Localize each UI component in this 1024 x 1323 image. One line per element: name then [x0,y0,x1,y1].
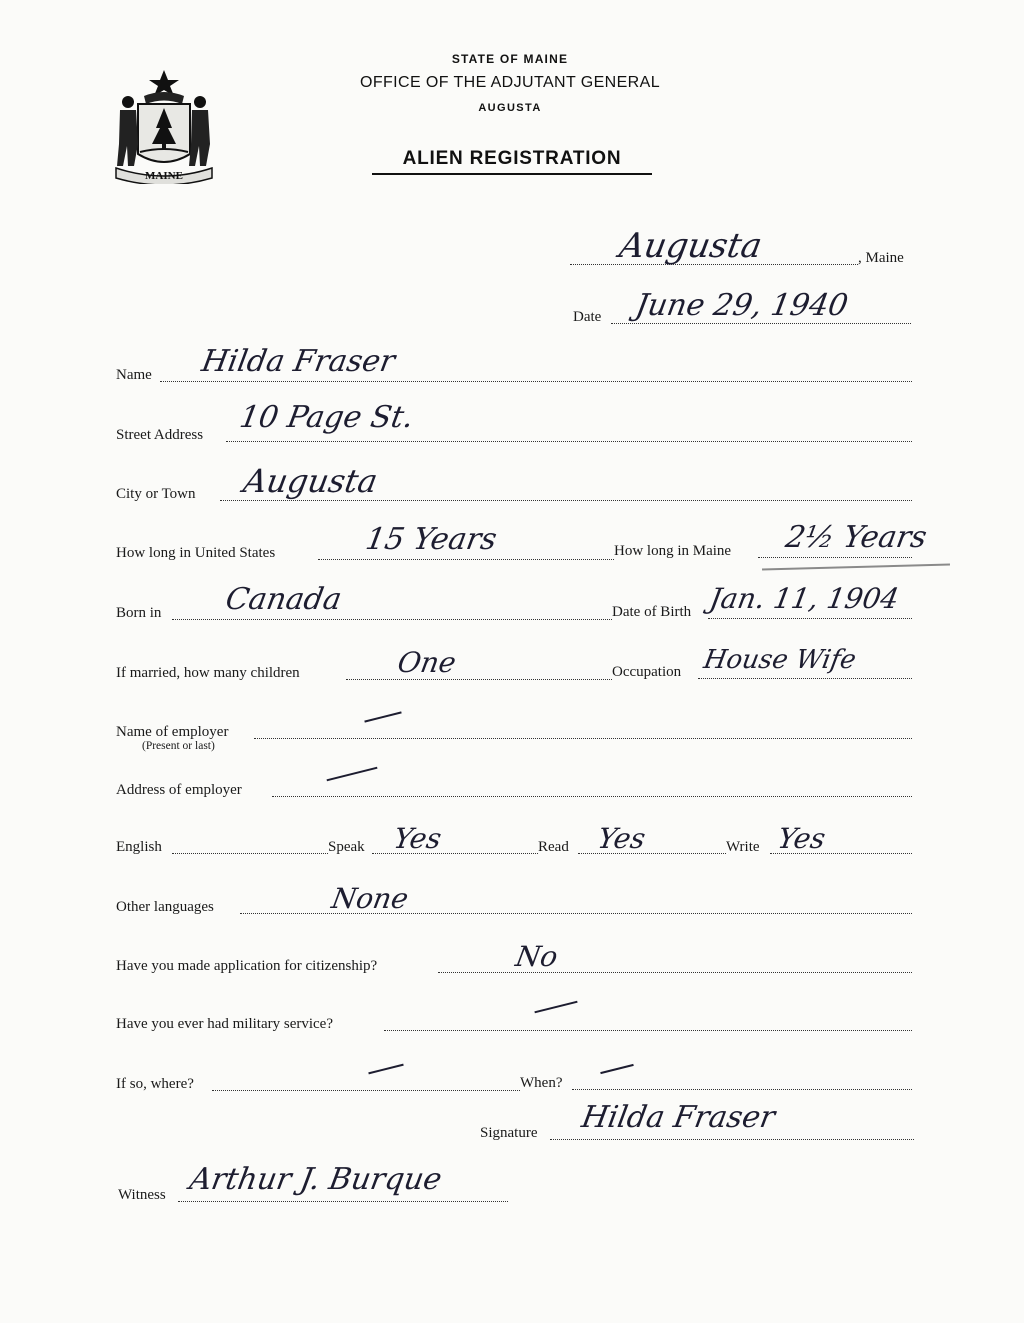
born-entry: Canada [222,582,345,617]
office-heading: OFFICE OF THE ADJUTANT GENERAL [359,74,661,91]
city-label: City or Town [116,486,196,502]
witness-entry: Arthur J. Burque [186,1162,445,1197]
name-line [160,381,912,382]
military-dash-mark [534,1001,577,1014]
citizenship-line [438,972,912,973]
when-line [572,1089,912,1090]
write-label: Write [726,839,760,855]
pencil-stroke [762,564,950,571]
employer-label: Name of employer [116,724,229,740]
speak-entry: Yes [391,822,444,855]
employer-dash-mark [364,711,401,722]
born-line [172,619,612,620]
witness-line [178,1201,508,1202]
maine-duration-line [758,557,912,558]
street-line [226,441,912,442]
when-label: When? [520,1075,563,1091]
us-duration-line [318,559,614,560]
read-entry: Yes [595,822,648,855]
when-dash-mark [600,1064,633,1074]
other-languages-label: Other languages [116,899,214,915]
maine-duration-entry: 2½ Years [782,520,930,555]
occupation-entry: House Wife [701,645,859,675]
children-entry: One [395,646,459,679]
dob-entry: Jan. 11, 1904 [707,582,902,615]
employer-line [254,738,912,739]
city-entry: Augusta [240,462,381,500]
citizenship-entry: No [513,940,561,973]
other-languages-entry: None [329,882,411,915]
where-line [212,1090,520,1091]
place-entry: Augusta [616,226,766,266]
dob-label: Date of Birth [612,604,692,620]
name-label: Name [116,367,152,383]
us-duration-entry: 15 Years [362,522,500,557]
dob-line [708,618,912,619]
where-dash-mark [368,1064,403,1075]
us-duration-label: How long in United States [116,545,276,561]
children-line [346,679,612,680]
name-entry: Hilda Fraser [198,344,398,379]
write-entry: Yes [775,822,828,855]
witness-label: Witness [118,1187,166,1203]
date-entry: June 29, 1940 [632,288,851,323]
form-title: ALIEN REGISTRATION [372,148,652,175]
street-entry: 10 Page St. [236,400,417,435]
military-label: Have you ever had military service? [116,1016,333,1032]
place-suffix-label: , Maine [858,250,904,266]
signature-label: Signature [480,1125,538,1141]
svg-text:MAINE: MAINE [145,170,183,182]
speak-label: Speak [328,839,365,855]
occupation-label: Occupation [612,664,682,680]
occupation-line [698,678,912,679]
where-label: If so, where? [116,1076,194,1092]
read-label: Read [538,839,569,855]
date-line [611,323,911,324]
employer-address-label: Address of employer [116,782,242,798]
employer-note: (Present or last) [142,740,215,752]
children-label: If married, how many children [116,665,300,681]
born-label: Born in [116,605,162,621]
date-label: Date [573,309,602,325]
state-heading: STATE OF MAINE [451,52,569,66]
maine-state-seal-icon [108,66,220,184]
english-line [172,853,328,854]
street-label: Street Address [116,427,204,443]
signature-line [550,1139,914,1140]
maine-duration-label: How long in Maine [614,543,732,559]
city-line [220,500,912,501]
city-heading: AUGUSTA [478,102,542,114]
employer-address-line [272,796,912,797]
citizenship-label: Have you made application for citizenship? [116,958,378,974]
employer-address-dash-mark [327,767,378,782]
signature-entry: Hilda Fraser [578,1100,778,1135]
english-label: English [116,839,162,855]
military-line [384,1030,912,1031]
